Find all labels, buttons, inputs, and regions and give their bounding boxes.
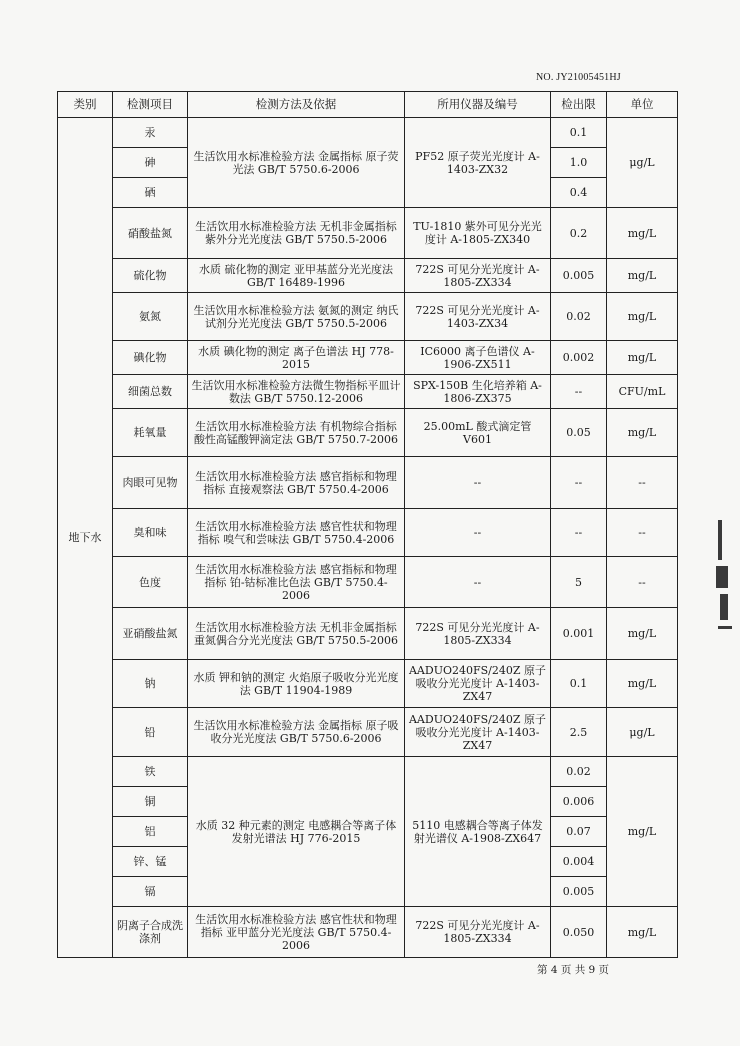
table-row (58, 608, 678, 660)
report-number: NO. JY21005451HJ (536, 72, 621, 83)
header-category: 类别 (58, 92, 113, 118)
item-cell: 硒 (113, 178, 188, 208)
table-row (58, 708, 678, 757)
method-cell: 生活饮用水标准检验方法 感官指标和物理指标 直接观察法 GB/T 5750.4-2006 (188, 457, 405, 509)
method-cell: 生活饮用水标准检验方法 金属指标 原子荧光法 GB/T 5750.6-2006 (188, 118, 405, 208)
limit-cell: -- (551, 375, 607, 409)
unit-cell: mg/L (607, 608, 678, 660)
item-cell: 砷 (113, 148, 188, 178)
page-footer: 第 4 页 共 9 页 (537, 964, 610, 976)
limit-cell: 5 (551, 557, 607, 608)
limit-cell: 0.004 (551, 847, 607, 877)
instrument-cell: 722S 可见分光光度计 A-1805-ZX334 (405, 608, 551, 660)
item-cell: 铝 (113, 817, 188, 847)
method-cell: 水质 碘化物的测定 离子色谱法 HJ 778-2015 (188, 341, 405, 375)
method-cell: 生活饮用水标准检验方法 感官性状和物理指标 亚甲蓝分光光度法 GB/T 5750.4-2006 (188, 907, 405, 958)
unit-cell: -- (607, 457, 678, 509)
item-cell: 阴离子合成洗涤剂 (113, 907, 188, 958)
limit-cell: 1.0 (551, 148, 607, 178)
unit-cell: mg/L (607, 259, 678, 293)
table-row (58, 375, 678, 409)
instrument-cell: TU-1810 紫外可见分光光度计 A-1805-ZX340 (405, 208, 551, 259)
instrument-cell: -- (405, 557, 551, 608)
limit-cell: 0.02 (551, 293, 607, 341)
limit-cell: 0.1 (551, 118, 607, 148)
limit-cell: 0.006 (551, 787, 607, 817)
method-cell: 生活饮用水标准检验方法 无机非金属指标 重氮偶合分光光度法 GB/T 5750.5-2006 (188, 608, 405, 660)
method-cell: 生活饮用水标准检验方法 有机物综合指标 酸性高锰酸钾滴定法 GB/T 5750.7-2006 (188, 409, 405, 457)
table-row (58, 907, 678, 958)
instrument-cell: SPX-150B 生化培养箱 A-1806-ZX375 (405, 375, 551, 409)
method-cell: 水质 钾和钠的测定 火焰原子吸收分光光度法 GB/T 11904-1989 (188, 660, 405, 708)
item-cell: 锌、锰 (113, 847, 188, 877)
unit-cell: mg/L (607, 907, 678, 958)
limit-cell: 0.2 (551, 208, 607, 259)
table-row (58, 557, 678, 608)
method-cell: 生活饮用水标准检验方法 感官性状和物理指标 嗅气和尝味法 GB/T 5750.4-2006 (188, 509, 405, 557)
item-cell: 氨氮 (113, 293, 188, 341)
limit-cell: 0.1 (551, 660, 607, 708)
unit-cell: -- (607, 557, 678, 608)
instrument-cell: -- (405, 509, 551, 557)
header-item: 检测项目 (113, 92, 188, 118)
unit-cell: mg/L (607, 341, 678, 375)
limit-cell: -- (551, 509, 607, 557)
method-cell: 水质 32 种元素的测定 电感耦合等离子体发射光谱法 HJ 776-2015 (188, 757, 405, 907)
unit-cell: mg/L (607, 409, 678, 457)
unit-cell: mg/L (607, 757, 678, 907)
method-cell: 生活饮用水标准检验方法 无机非金属指标 紫外分光光度法 GB/T 5750.5-2006 (188, 208, 405, 259)
header-method: 检测方法及依据 (188, 92, 405, 118)
limit-cell: 0.050 (551, 907, 607, 958)
table-row (58, 757, 678, 787)
limit-cell: 0.001 (551, 608, 607, 660)
table-header-row (58, 92, 678, 118)
instrument-cell: IC6000 离子色谱仪 A-1906-ZX511 (405, 341, 551, 375)
unit-cell: μg/L (607, 118, 678, 208)
category-cell: 地下水 (58, 118, 113, 958)
unit-cell: mg/L (607, 208, 678, 259)
table-row (58, 208, 678, 259)
table-row (58, 118, 678, 148)
item-cell: 汞 (113, 118, 188, 148)
unit-cell: μg/L (607, 708, 678, 757)
limit-cell: -- (551, 457, 607, 509)
table-row (58, 341, 678, 375)
limit-cell: 0.02 (551, 757, 607, 787)
instrument-cell: AADUO240FS/240Z 原子吸收分光光度计 A-1403-ZX47 (405, 708, 551, 757)
table-row (58, 660, 678, 708)
item-cell: 色度 (113, 557, 188, 608)
table-row (58, 259, 678, 293)
item-cell: 铜 (113, 787, 188, 817)
item-cell: 硫化物 (113, 259, 188, 293)
header-unit: 单位 (607, 92, 678, 118)
limit-cell: 0.05 (551, 409, 607, 457)
item-cell: 亚硝酸盐氮 (113, 608, 188, 660)
method-cell: 生活饮用水标准检验方法 感官指标和物理指标 铂-钴标准比色法 GB/T 5750.4-2006 (188, 557, 405, 608)
header-limit: 检出限 (551, 92, 607, 118)
item-cell: 铁 (113, 757, 188, 787)
instrument-cell: PF52 原子荧光光度计 A-1403-ZX32 (405, 118, 551, 208)
instrument-cell: 5110 电感耦合等离子体发射光谱仪 A-1908-ZX647 (405, 757, 551, 907)
limit-cell: 0.005 (551, 259, 607, 293)
method-cell: 生活饮用水标准检验方法 氨氮的测定 纳氏试剂分光光度法 GB/T 5750.5-2006 (188, 293, 405, 341)
table-row (58, 509, 678, 557)
instrument-cell: -- (405, 457, 551, 509)
table-row (58, 457, 678, 509)
table-row (58, 293, 678, 341)
limit-cell: 0.07 (551, 817, 607, 847)
limit-cell: 0.005 (551, 877, 607, 907)
header-instrument: 所用仪器及编号 (405, 92, 551, 118)
limit-cell: 2.5 (551, 708, 607, 757)
unit-cell: -- (607, 509, 678, 557)
unit-cell: mg/L (607, 660, 678, 708)
method-cell: 生活饮用水标准检验方法微生物指标平皿计数法 GB/T 5750.12-2006 (188, 375, 405, 409)
instrument-cell: AADUO240FS/240Z 原子吸收分光光度计 A-1403-ZX47 (405, 660, 551, 708)
table-row (58, 409, 678, 457)
method-cell: 生活饮用水标准检验方法 金属指标 原子吸收分光光度法 GB/T 5750.6-2006 (188, 708, 405, 757)
item-cell: 臭和味 (113, 509, 188, 557)
item-cell: 钠 (113, 660, 188, 708)
item-cell: 耗氧量 (113, 409, 188, 457)
test-methods-table (57, 91, 678, 958)
instrument-cell: 722S 可见分光光度计 A-1805-ZX334 (405, 259, 551, 293)
method-cell: 水质 硫化物的测定 亚甲基蓝分光光度法 GB/T 16489-1996 (188, 259, 405, 293)
limit-cell: 0.002 (551, 341, 607, 375)
binding-seal-fragment (712, 520, 738, 670)
unit-cell: CFU/mL (607, 375, 678, 409)
item-cell: 硝酸盐氮 (113, 208, 188, 259)
item-cell: 铅 (113, 708, 188, 757)
instrument-cell: 722S 可见分光光度计 A-1403-ZX34 (405, 293, 551, 341)
limit-cell: 0.4 (551, 178, 607, 208)
item-cell: 镉 (113, 877, 188, 907)
instrument-cell: 25.00mL 酸式滴定管 V601 (405, 409, 551, 457)
unit-cell: mg/L (607, 293, 678, 341)
item-cell: 细菌总数 (113, 375, 188, 409)
instrument-cell: 722S 可见分光光度计 A-1805-ZX334 (405, 907, 551, 958)
item-cell: 肉眼可见物 (113, 457, 188, 509)
item-cell: 碘化物 (113, 341, 188, 375)
